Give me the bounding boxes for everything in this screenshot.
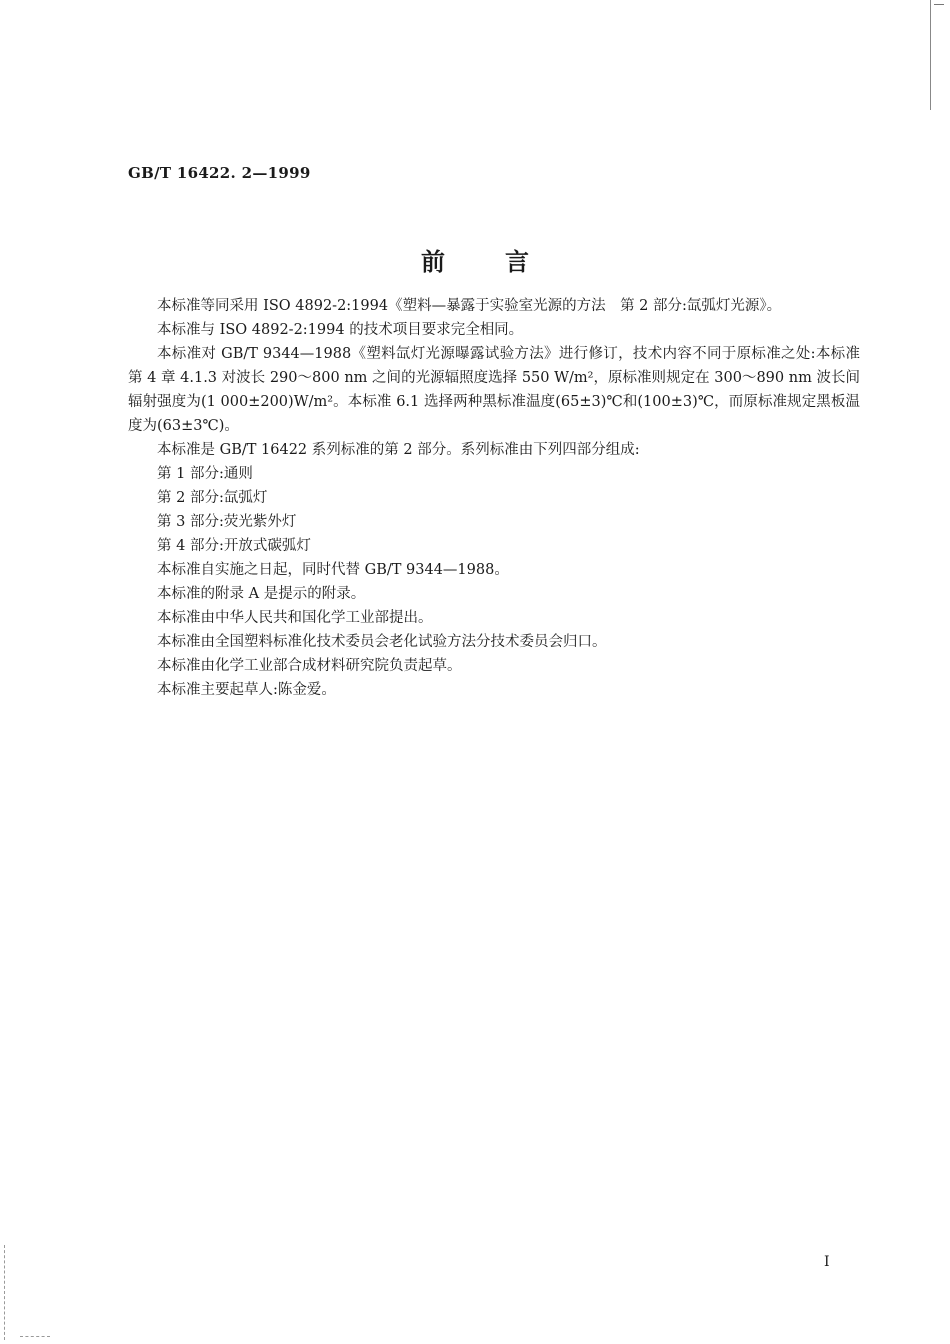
- list-item: 第 2 部分:氙弧灯: [157, 490, 268, 506]
- list-item: 第 1 部分:通则: [157, 466, 253, 482]
- list-item: 第 3 部分:荧光紫外灯: [157, 514, 297, 530]
- paragraph: 本标准自实施之日起，同时代替 GB/T 9344—1988。: [157, 562, 509, 578]
- list-item: 第 4 部分:开放式碳弧灯: [157, 538, 311, 554]
- page-title: 前言: [421, 247, 589, 276]
- paragraph: 本标准是 GB/T 16422 系列标准的第 2 部分。系列标准由下列四部分组成:: [157, 442, 640, 458]
- paragraph: 本标准的附录 A 是提示的附录。: [157, 586, 366, 602]
- scan-edge-mark: [4, 1245, 6, 1340]
- page-number: I: [824, 1254, 830, 1270]
- standard-code: GB/T 16422. 2—1999: [128, 164, 311, 182]
- scan-edge-mark: [930, 0, 931, 110]
- paragraph: 本标准主要起草人:陈金爱。: [157, 682, 336, 698]
- paragraph: 本标准等同采用 ISO 4892-2:1994《塑料—暴露于实验室光源的方法 第 2 部分:氙弧灯光源》。: [157, 298, 782, 314]
- paragraph: 本标准由中华人民共和国化学工业部提出。: [157, 610, 433, 626]
- paragraph: 本标准与 ISO 4892-2:1994 的技术项目要求完全相同。: [157, 322, 524, 338]
- scan-edge-mark: [934, 4, 944, 5]
- paragraph: 本标准由全国塑料标准化技术委员会老化试验方法分技术委员会归口。: [157, 634, 607, 650]
- paragraph: 本标准由化学工业部合成材料研究院负责起草。: [157, 658, 462, 674]
- scan-edge-mark: [20, 1336, 50, 1338]
- paragraph: 本标准对 GB/T 9344—1988《塑料氙灯光源曝露试验方法》进行修订，技术内容不同于原标准之处:本标准第 4 章 4.1.3 对波长 290～800 nm 之间的光源辐照度选择 550 W/m²，原标准则规定在 300～890 nm 波长间辐射强度为(1 000±200)W/m²。本标准 6.1 选择两种黑标准温度(65±3)℃和(100±3)℃，而原标准规定黑板温度为(63±3℃)。: [128, 346, 860, 434]
- preface-body: [128, 294, 860, 702]
